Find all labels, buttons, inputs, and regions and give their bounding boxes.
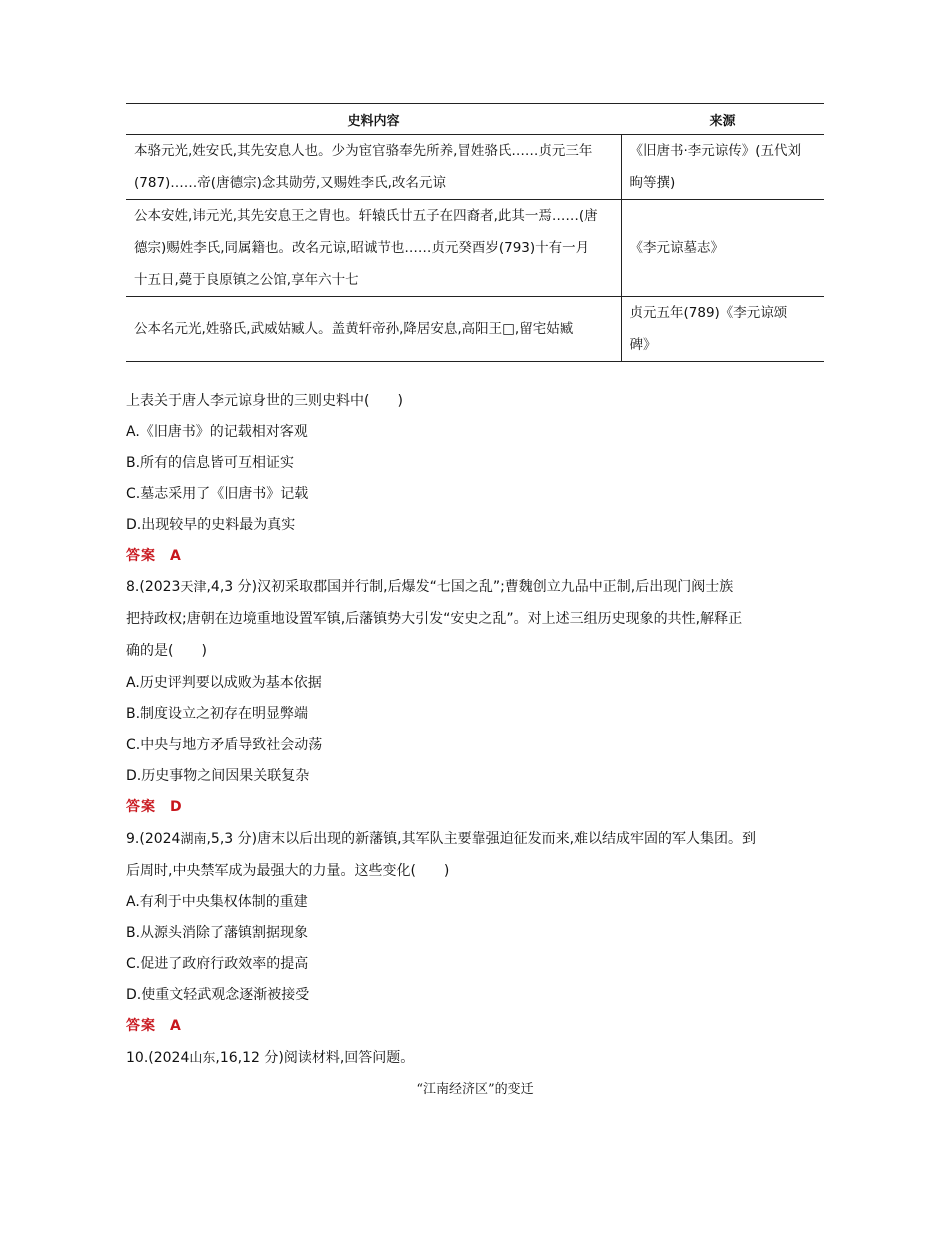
q9-option-b: B.从源头消除了藩镇割据现象 xyxy=(126,925,309,941)
q9-option-c: C.促进了政府行政效率的提高 xyxy=(126,956,309,972)
q8-option-a: A.历史评判要以成败为基本依据 xyxy=(126,675,322,691)
q7-option-a: A.《旧唐书》的记载相对客观 xyxy=(126,424,308,440)
row-source: 贞元五年(789)《李元谅颂 碑》 xyxy=(621,297,824,362)
row-content: 本骆元光,姓安氏,其先安息人也。少为宦官骆奉先所养,冒姓骆氏……贞元三年 (787)……帝(唐德宗)念其勋劳,又赐姓李氏,改名元谅 xyxy=(126,135,621,200)
row-content: 公本安姓,讳元光,其先安息王之胄也。轩辕氏廿五子在四裔者,此其一焉……(唐 德宗)赐姓李氏,同属籍也。改名元谅,昭诚节也……贞元癸酉岁(793)十有一月 十五日,薨于良原镇之公馆,享年六十七 xyxy=(126,200,621,297)
q7-stem: 上表关于唐人李元谅身世的三则史料中( ) xyxy=(126,393,403,409)
q8-region-tag: 天津 xyxy=(180,580,207,595)
q7-option-b: B.所有的信息皆可互相证实 xyxy=(126,455,295,471)
q9-region-tag: 湖南 xyxy=(180,832,207,847)
q10-region-tag: 山东 xyxy=(189,1051,216,1066)
q8-answer: 答案 D xyxy=(126,799,182,815)
q7-option-d: D.出现较早的史料最为真实 xyxy=(126,517,296,533)
q9-answer: 答案 A xyxy=(126,1018,181,1034)
q8-option-d: D.历史事物之间因果关联复杂 xyxy=(126,768,310,784)
row-source: 《李元谅墓志》 xyxy=(621,200,824,297)
header-source: 来源 xyxy=(621,104,824,135)
q8-stem-line-3: 确的是( ) xyxy=(126,643,207,659)
table-row xyxy=(126,297,824,362)
material-caption: “江南经济区”的变迁 xyxy=(416,1082,534,1097)
header-content: 史料内容 xyxy=(126,104,621,135)
table-row xyxy=(126,135,824,200)
q7-answer: 答案 A xyxy=(126,548,181,564)
q8-stem-line-1: 8.(2023天津,4,3 分)汉初采取郡国并行制,后爆发“七国之乱”;曹魏创立九品中正制,后出现门阀士族 xyxy=(126,579,734,595)
q9-option-d: D.使重文轻武观念逐渐被接受 xyxy=(126,987,310,1003)
q8-option-c: C.中央与地方矛盾导致社会动荡 xyxy=(126,737,323,753)
q9-stem-line-1: 9.(2024湖南,5,3 分)唐末以后出现的新藩镇,其军队主要靠强迫征发而来,难以结成牢固的军人集团。到 xyxy=(126,831,757,847)
q8-option-b: B.制度设立之初存在明显弊端 xyxy=(126,706,309,722)
source-table xyxy=(126,103,824,362)
table-row xyxy=(126,200,824,297)
q7-option-c: C.墓志采用了《旧唐书》记载 xyxy=(126,486,309,502)
row-source: 《旧唐书·李元谅传》(五代刘 昫等撰) xyxy=(621,135,824,200)
row-content: 公本名元光,姓骆氏,武威姑臧人。盖黄轩帝孙,降居安息,高阳王□,留宅姑臧 xyxy=(126,297,621,362)
q10-stem: 10.(2024山东,16,12 分)阅读材料,回答问题。 xyxy=(126,1050,415,1066)
table-header-row xyxy=(126,104,824,135)
q9-option-a: A.有利于中央集权体制的重建 xyxy=(126,894,308,910)
q9-stem-line-2: 后周时,中央禁军成为最强大的力量。这些变化( ) xyxy=(126,863,450,879)
q8-stem-line-2: 把持政权;唐朝在边境重地设置军镇,后藩镇势大引发“安史之乱”。对上述三组历史现象的共性,解释正 xyxy=(126,611,743,627)
